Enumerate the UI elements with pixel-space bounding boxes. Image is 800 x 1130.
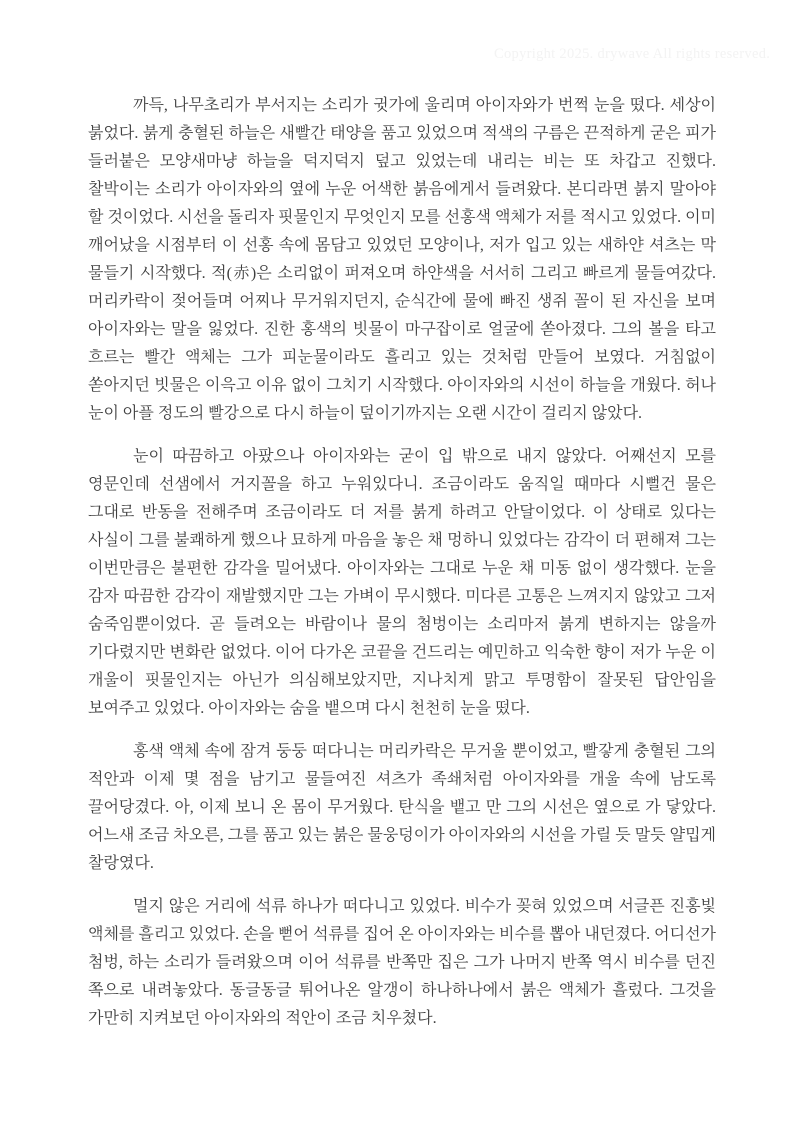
paragraph-4: 멀지 않은 거리에 석류 하나가 떠다니고 있었다. 비수가 꽂혀 있었으며 서글픈 진홍빛 액체를 흘리고 있었다. 손을 뻗어 석류를 집어 온 아이자와는 비수를 뽑아 내던졌다. 어디선가 첨벙, 하는 소리가 들려왔으며 이어 석류를 반쪽만 집은 그가 나머지 반쪽 역시 비수를 던진 쪽으로 내려놓았다. 동글동글 튀어나온 알갱이 하나하나에서 붉은 액체가 흘렀다. 그것을 가만히 지켜보던 아이자와의 적안이 조금 치우쳤다. <box>88 898 716 1027</box>
story-text <box>88 92 716 1033</box>
paragraph-2: 눈이 따끔하고 아팠으나 아이자와는 굳이 입 밖으로 내지 않았다. 어째선지 모를 영문인데 선샘에서 거지꼴을 하고 누워있다니. 조금이라도 움직일 때마다 시뻘건 물은 그대로 반동을 전해주며 조금이라도 더 저를 붉게 하려고 안달이었다. 이 상태로 있다는 사실이 그를 불쾌하게 했으나 묘하게 마음을 놓은 채 멍하니 있었다는 감각이 더 편해져 그는 이번만큼은 불편한 감각을 밀어냈다. 아이자와는 그대로 누운 채 미동 없이 생각했다. 눈을 감자 따끔한 감각이 재발했지만 그는 가벼이 무시했다. 미다른 고통은 느껴지지 않았고 그저 숨죽임뿐이었다. 곧 들려오는 바람이나 물의 첨벙이는 소리마저 붉게 변하지는 않을까 기다렸지만 변화란 없었다. 이어 다가온 코끝을 건드리는 예민하고 익숙한 향이 저가 누운 이 개울이 핏물인지는 아닌가 의심해보았지만, 지나치게 맑고 투명함이 잘못된 답안임을 보여주고 있었다. 아이자와는 숨을 뱉으며 다시 천천히 눈을 떴다. <box>88 448 716 717</box>
paragraph-3: 홍색 액체 속에 잠겨 둥둥 떠다니는 머리카락은 무거울 뿐이었고, 빨갛게 충혈된 그의 적안과 이제 몇 점을 남기고 물들여진 셔츠가 족쇄처럼 아이자와를 개울 속에 남도록 끌어당겼다. 아, 이제 보니 온 몸이 무거웠다. 탄식을 뱉고 만 그의 시선은 옆으로 가 닿았다. 어느새 조금 차오른, 그를 품고 있는 붉은 물웅덩이가 아이자와의 시선을 가릴 듯 말듯 얄밉게 찰랑였다. <box>88 743 716 872</box>
copyright-watermark: Copyright 2025. drywave All rights reserved. <box>494 46 771 62</box>
paragraph-1: 까득, 나무초리가 부서지는 소리가 귓가에 울리며 아이자와가 번쩍 눈을 떴다. 세상이 붉었다. 붉게 충혈된 하늘은 새빨간 태양을 품고 있었으며 적색의 구름은 끈적하게 굳은 피가 들러붙은 모양새마냥 하늘을 덕지덕지 덮고 있었는데 내리는 비는 또 차갑고 진했다. 찰박이는 소리가 아이자와의 옆에 누운 어색한 붉음에게서 들려왔다. 본디라면 붉지 말아야 할 것이었다. 시선을 돌리자 핏물인지 무엇인지 모를 선홍색 액체가 저를 적시고 있었다. 이미 깨어났을 시점부터 이 선홍 속에 몸담고 있었던 모양이나, 저가 입고 있는 새하얀 셔츠는 막 물들기 시작했다. 적(赤)은 소리없이 퍼져오며 하얀색을 서서히 그리고 빠르게 물들여갔다. 머리카락이 젖어들며 어찌나 무거워지던지, 순식간에 물에 빠진 생쥐 꼴이 된 자신을 보며 아이자와는 말을 잃었다. 진한 홍색의 빗물이 마구잡이로 얼굴에 쏟아졌다. 그의 볼을 타고 흐르는 빨간 액체는 그가 피눈물이라도 흘리고 있는 것처럼 만들어 보였다. 거침없이 쏟아지던 빗물은 이윽고 이유 없이 그치기 시작했다. 아이자와의 시선이 하늘을 개웠다. 허나 눈이 아플 정도의 빨강으로 다시 하늘이 덮이기까지는 오랜 시간이 걸리지 않았다. <box>88 97 716 422</box>
